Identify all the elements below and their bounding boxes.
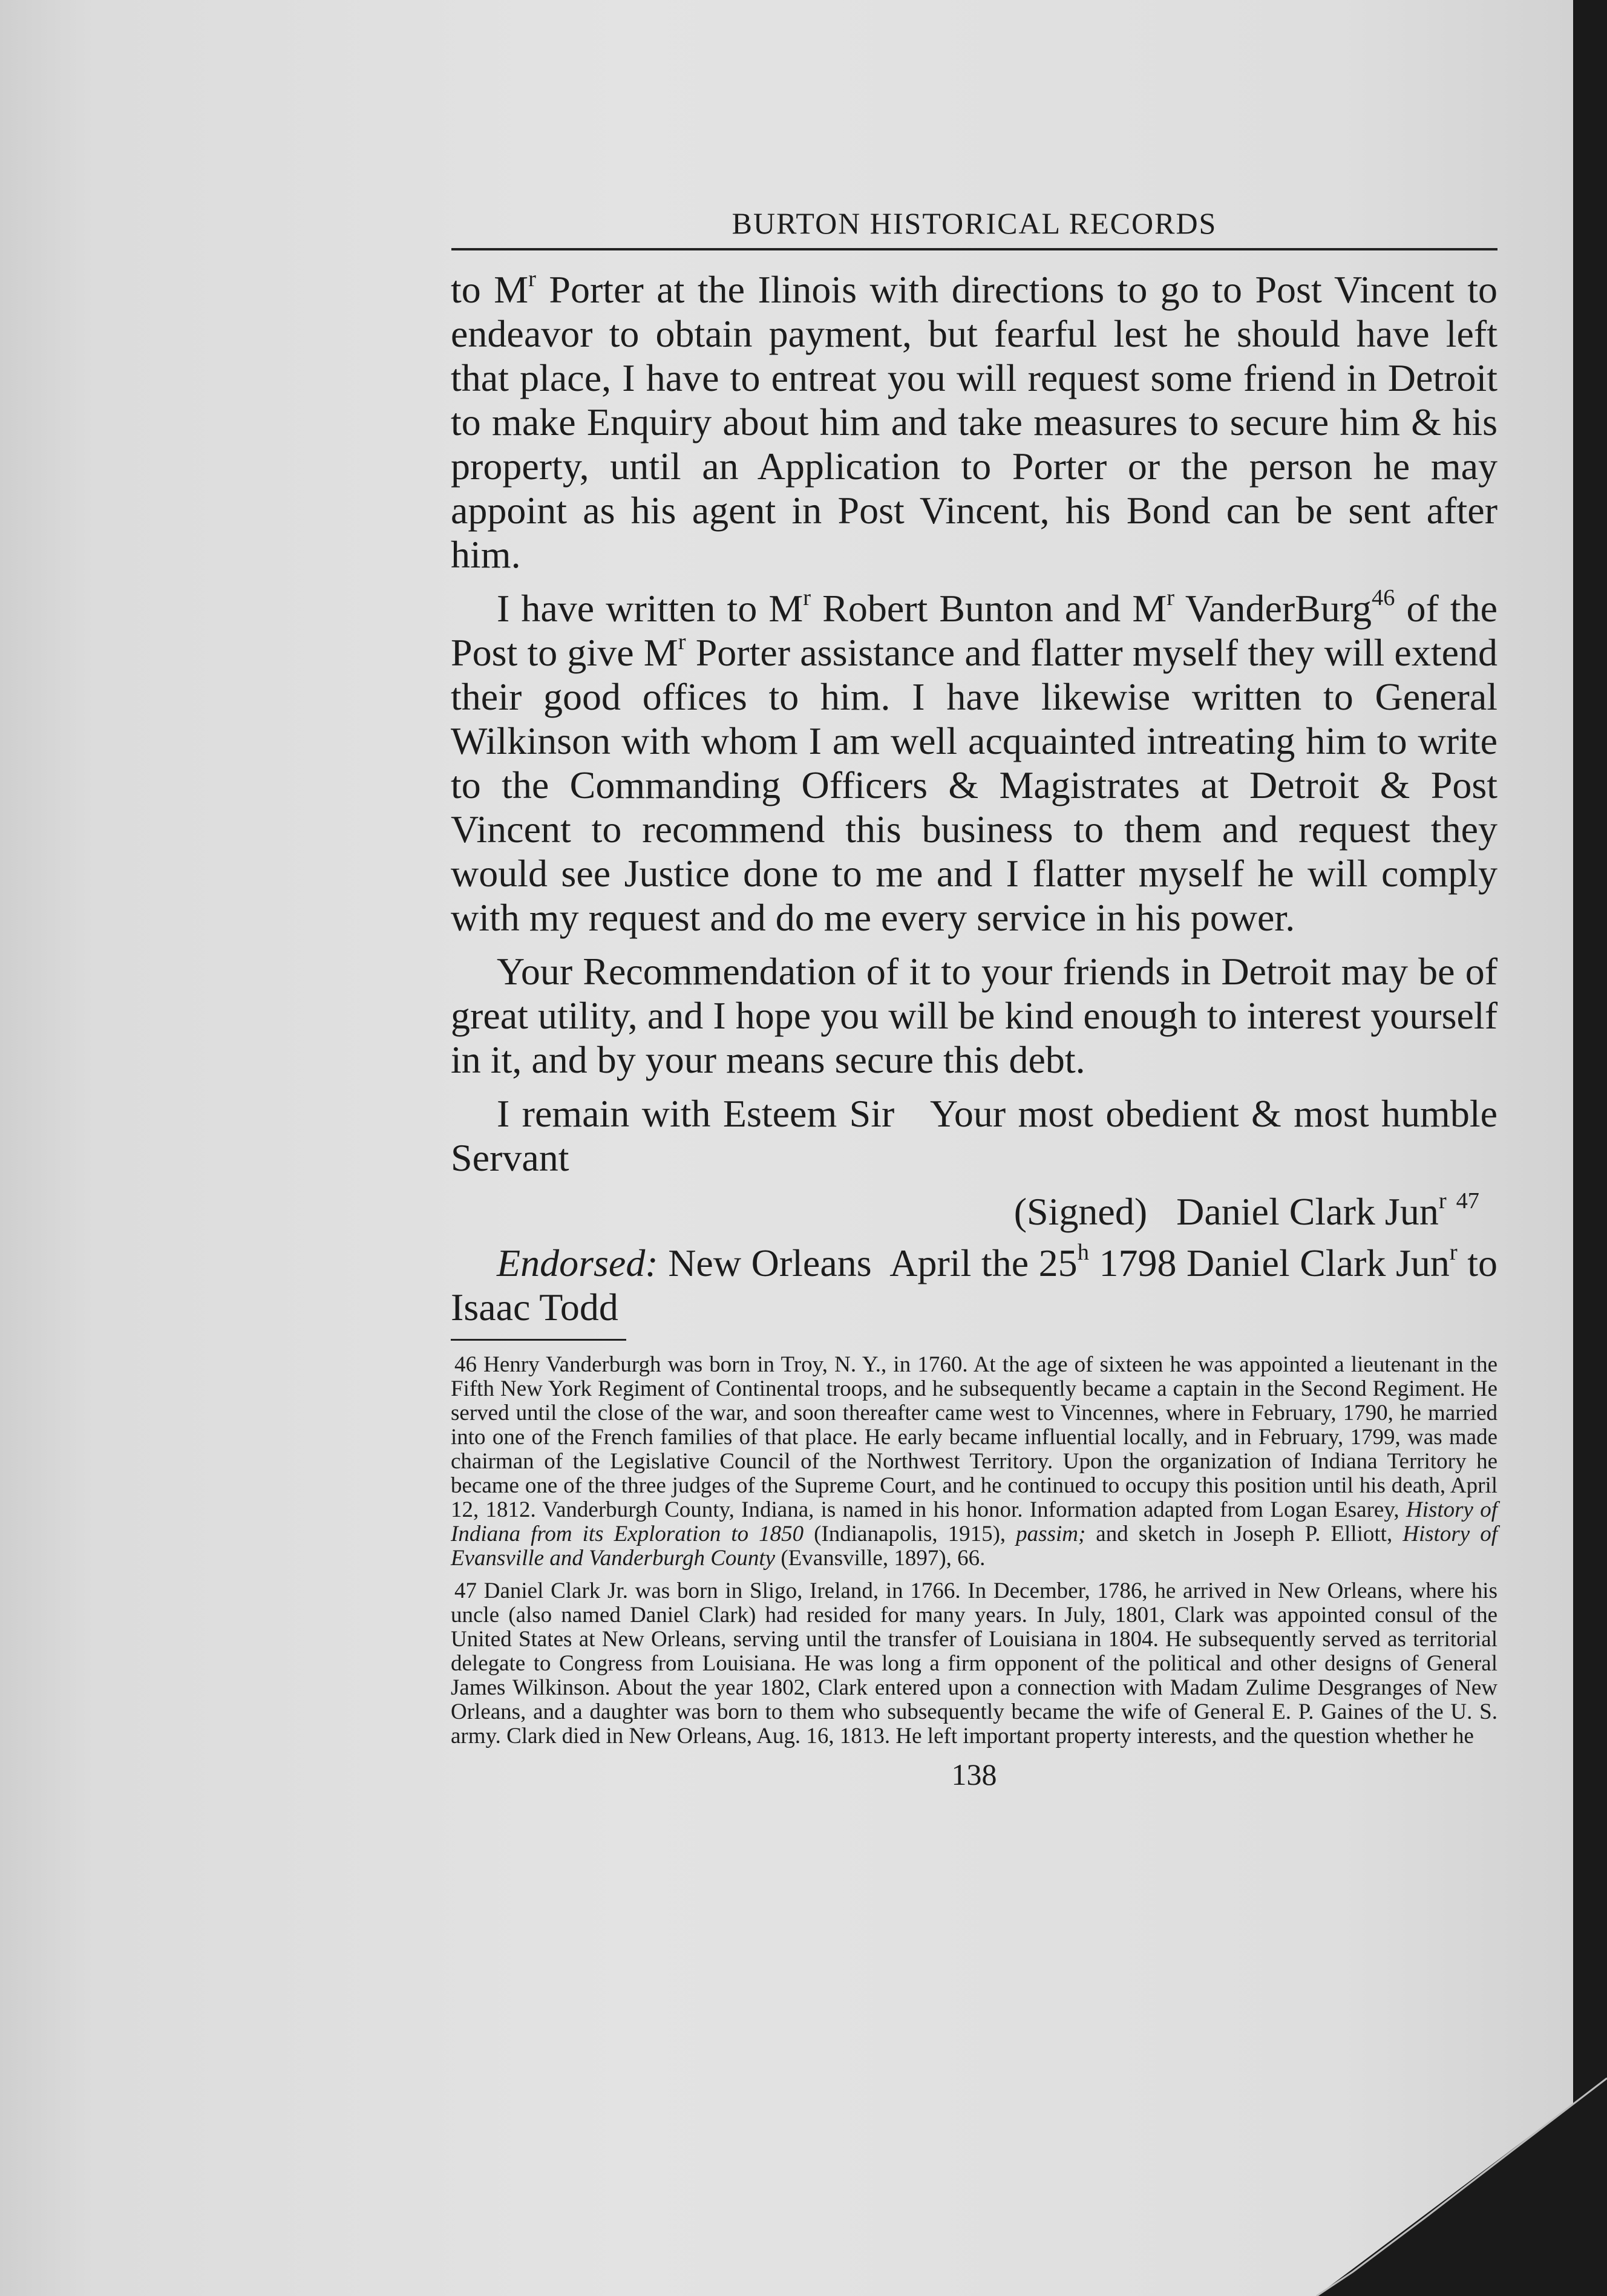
- paragraph-2: I have written to $M^r$ Robert Bunton and $M^r$ VanderBurg$^{46}$ of the Post to give $M^r$ Porter assistance and flatter myself they will extend their good offices to him. I have likewise written to General Wilkinson with whom I am well acquainted intreating him to write to the Commanding Officers & Magistrates at Detroit & Post Vincent to recommend this business to them and request they would see Justice done to me and I flatter myself he will comply with my request and do me every service in his power.: [451, 585, 1498, 939]
- footnote-47: 47 Daniel Clark Jr. was born in Sligo, Ireland, in 1766. In December, 1786, he arrived in New Orleans, where his uncle (also named Daniel Clark) had resided for many years. In July, 1801, Clark was appointed consul of the United States at New Orleans, serving until the transfer of Louisiana in 1804. He subsequently served as territorial delegate to Congress from Louisiana. He was long a firm opponent of the political and other designs of General James Wilkinson. About the year 1802, Clark entered upon a connection with Madam Zulime Desgranges of New Orleans, and a daughter was born to them who subsequently became the wife of General E. P. Gaines of the U. S. army. Clark died in New Orleans, Aug. 16, 1813. He left important property interests, and the question whether he: [451, 1578, 1497, 1748]
- endorsed-text: New Orleans April the 25$^h$ 1798 Daniel Clark Jun$^r$ to Isaac Todd: [451, 1240, 1498, 1329]
- paragraph-1: to $M^r$ Porter at the Ilinois with directions to go to Post Vincent to endeavor to obtain payment, but fearful lest he should have left that place, I have to entreat you will request some friend in Detroit to make Enquiry about him and take measures to secure him & his property, until an Application to Porter or the person he may appoint as his agent in Post Vincent, his Bond can be sent after him.: [451, 266, 1498, 576]
- footnote-rule: [451, 1339, 626, 1341]
- torn-corner-icon: [1244, 2042, 1607, 2296]
- paragraph-3: Your Recommendation of it to your friends in Detroit may be of great utility, and I hope you will be kind enough to interest yourself in it, and by your means secure this debt.: [451, 950, 1497, 1081]
- endorsement: [451, 1241, 1497, 1329]
- body-text: [451, 267, 1497, 1329]
- endorsed-label: Endorsed:: [497, 1241, 658, 1284]
- footnote-46: 46 Henry Vanderburgh was born in Troy, N. Y., in 1760. At the age of sixteen he was appointed a lieutenant in the Fifth New York Regiment of Continental troops, and he subsequently became a captain in the Second Regiment. He served until the close of the war, and soon thereafter came west to Vincennes, where in February, 1790, he married into one of the French families of that place. He early became influential locally, and in February, 1799, was made chairman of the Legislative Council of the Northwest Territory. Upon the organization of Indiana Territory he became one of the three judges of the Supreme Court, and he continued to occupy this position until his death, April 12, 1812. Vanderburgh County, Indiana, is named in his honor. Information adapted from Logan Esarey, History of Indiana from its Exploration to 1850 (Indianapolis, 1915), passim; and sketch in Joseph P. Elliott, History of Evansville and Vanderburgh County (Evansville, 1897), 66.: [451, 1352, 1498, 1571]
- page-content: [451, 206, 1497, 1792]
- running-head: BURTON HISTORICAL RECORDS: [451, 206, 1497, 250]
- footnotes: [451, 1353, 1497, 1748]
- page-number: 138: [951, 1758, 997, 1791]
- signature-line: (Signed) Daniel Clark Jun$^r$ $^{47}$: [1013, 1188, 1479, 1233]
- paragraph-closing: I remain with Esteem Sir Your most obedient & most humble Servant: [451, 1092, 1497, 1179]
